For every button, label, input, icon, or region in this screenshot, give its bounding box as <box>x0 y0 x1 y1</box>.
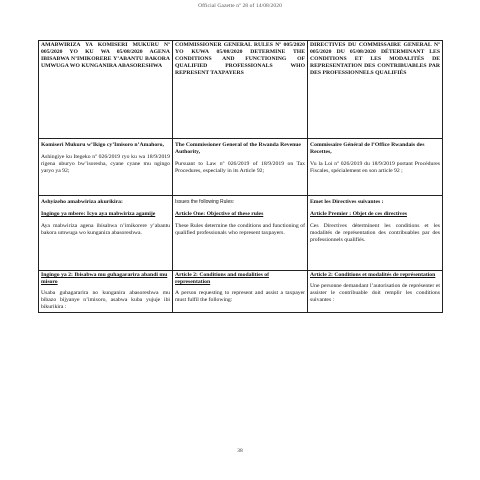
page-number: 38 <box>237 448 243 454</box>
gazette-header: Official Gazette nº 28 of 14/08/2020 <box>198 3 282 9</box>
article-two-french: Article 2: Conditions et modalités de représentation Une personne demandant l’autorisation de représenter et assister le contribuable doit remplir les conditions suivantes : <box>308 271 443 313</box>
document-page <box>38 40 442 313</box>
preamble-english: The Commissioner General of the Rwanda Revenue Authority, Pursuant to Law nº 026/2019 of 18/9/2019 on Tax Procedures, especially in its Article 92; <box>173 139 308 196</box>
article-one-title-fr: Article Premier : Objet de ces directives <box>310 211 407 218</box>
preamble-french: Commissaire Général de l’Office Rwandais des Recettes, Vu la Loi nº 026/2019 du 18/9/2019 portant Procédures Fiscales, spécialement en son article 92 ; <box>308 139 443 196</box>
title-row <box>39 41 443 139</box>
title-french: DIRECTIVES DU COMMISSAIRE GENERAL Nº 005/2020 DU 05/08/2020 DÉTERMINANT LES CONDITIONS ET LES MODALITÉS DE REPRESENTATION DES CONTRIBUABLES PAR DES PROFESSIONNELS QUALIFIÉS <box>308 41 443 139</box>
article-one-english: Issues the following Rules: Article One: Objective of these rules These Rules determine the conditions and functioning of qualified professionals who represent taxpayers. <box>173 196 308 271</box>
article-one-row <box>39 196 443 271</box>
article-one-kinyarwanda: Ashyizeho amabwiriza akurikira: Ingingo ya mbere: Icyo aya mabwiriza agamije Aya mabwiriza agena ibisabwa n’imikorere y’abantu bakora umwuga wo kunganira abasoreshwa. <box>39 196 173 271</box>
title-kinyarwanda: AMABWIRIZA YA KOMISERI MUKURU Nº 005/2020 YO KU WA 05/08/2020 AGENA IBISABWA N’IMIKORERE Y’ABANTU BAKORA UMWUGA WO KUNGANIRA ABASORESHWA <box>39 41 173 139</box>
article-two-title-fr: Article 2: Conditions et modalités de représentation <box>310 272 436 278</box>
article-two-title-rw: Ingingo ya 2: Ibisabwa mu guhagararira abandi mu misoro <box>41 272 168 286</box>
article-one-title-rw: Ingingo ya mbere: Icyo aya mabwiriza agamije <box>41 211 156 218</box>
article-two-kinyarwanda: Ingingo ya 2: Ibisabwa mu guhagararira abandi mu misoro Usaba guhagararira no kunganira abasoreshwa mu bibazo bijyanye n’imisoro, asabwa kuba yujuje ibi bikurikira : <box>39 271 173 313</box>
article-one-french: Emet les Directives suivantes : Article Premier : Objet de ces directives Ces Directives déterminent les conditions et les modalités de représentation des contribuables par des professionnels qualifiés. <box>308 196 443 271</box>
title-english: COMMISSIONER GENERAL RULES Nº 005/2020 YO KUWA 05/08/2020 DETERMINE THE CONDITIONS AND FUNCTIONING OF QUALIFIED PROFESSIONALS WHO REPRESENT TAXPAYERS <box>173 41 308 139</box>
trilingual-table <box>38 40 443 313</box>
article-one-title-en: Article One: Objective of these rules <box>175 211 264 218</box>
preamble-row <box>39 139 443 196</box>
article-two-title-en: Article 2: Conditions and modalities of representation <box>175 272 270 286</box>
preamble-kinyarwanda: Komiseri Mukuru w’Ikigo cy’Imisoro n’Amahoro, Ashingiye ku Itegeko nº 026/2019 ryo ku wa 18/9/2019 rigena uburyo bw’isoresha, cyane cyane mu ngingo yaryo ya 92; <box>39 139 173 196</box>
article-two-english: Article 2: Conditions and modalities of representation A person requesting to represent and assist a taxpayer must fulfil the following: <box>173 271 308 313</box>
article-two-row <box>39 271 443 313</box>
